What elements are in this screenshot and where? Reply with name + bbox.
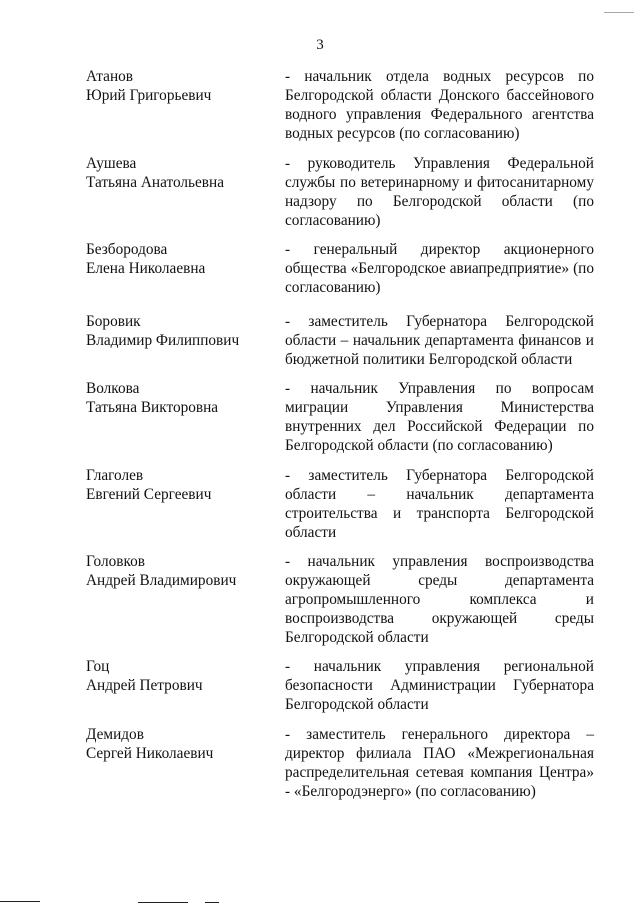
page-number: 3 [316,37,324,53]
member-position: - заместитель генерального директора – директор филиала ПАО «Межрегиональная распределительная сетевая компания Центра» - «Белгородэнерго» (по согласованию) [285,726,594,800]
member-surname: Аушева [86,155,137,172]
member-given-names: Татьяна Анатольевна [86,174,225,191]
member-given-names: Владимир Филиппович [86,332,240,349]
member-entry-7 [86,552,594,647]
member-surname: Гоц [86,658,110,675]
member-name [86,657,285,714]
member-name [86,67,285,143]
scan-artifact [205,902,219,903]
member-entry-8 [86,657,594,714]
member-surname: Боровик [86,313,141,330]
member-given-names: Юрий Григорьевич [86,87,212,104]
member-position: - заместитель Губернатора Белгородской области – начальник департамента строительства и транспорта Белгородской области [285,467,594,541]
member-surname: Безбородова [86,241,168,258]
member-given-names: Елена Николаевна [86,260,206,277]
member-surname: Волкова [86,380,140,397]
member-position: - начальник управления региональной безопасности Администрации Губернатора Белгородской области [285,658,594,713]
member-position: - генеральный директор акционерного общества «Белгородское авиапредприятие» (по согласованию) [285,241,594,296]
member-surname: Атанов [86,68,134,85]
member-position: - руководитель Управления Федеральной службы по ветеринарному и фитосанитарному надзору по Белгородской области (по согласованию) [285,155,594,229]
member-entry-4 [86,312,594,369]
member-given-names: Андрей Петрович [86,677,203,694]
member-name [86,240,285,297]
member-given-names: Сергей Николаевич [86,745,214,762]
member-entry-2 [86,154,594,230]
scan-artifact [604,12,634,13]
member-given-names: Татьяна Викторовна [86,399,219,416]
scan-artifact [0,901,40,902]
member-position: - начальник отдела водных ресурсов по Белгородской области Донского бассейнового водного управления Федерального агентства водных ресурсов (по согласованию) [285,68,594,142]
member-given-names: Евгений Сергеевич [86,486,212,503]
member-surname: Глаголев [86,467,144,484]
member-entry-6 [86,466,594,542]
member-name [86,379,285,455]
member-given-names: Андрей Владимирович [86,572,237,589]
member-name [86,725,285,801]
member-surname: Головков [86,553,145,570]
member-name [86,466,285,542]
member-position: - заместитель Губернатора Белгородской области – начальник департамента финансов и бюджетной политики Белгородской области [285,313,594,368]
member-entry-9 [86,725,594,801]
member-surname: Демидов [86,726,144,743]
member-entry-3 [86,240,594,297]
member-entry-5 [86,379,594,455]
scan-artifact [138,902,188,903]
member-position: - начальник управления воспроизводства окружающей среды департамента агропромышленного комплекса и воспроизводства окружающей среды Белгородской области [285,553,594,646]
member-name [86,154,285,230]
member-entry-1 [86,67,594,143]
member-name [86,312,285,369]
member-position: - начальник Управления по вопросам миграции Управления Министерства внутренних дел Российской Федерации по Белгородской области (по согласованию) [285,380,594,454]
member-name [86,552,285,647]
